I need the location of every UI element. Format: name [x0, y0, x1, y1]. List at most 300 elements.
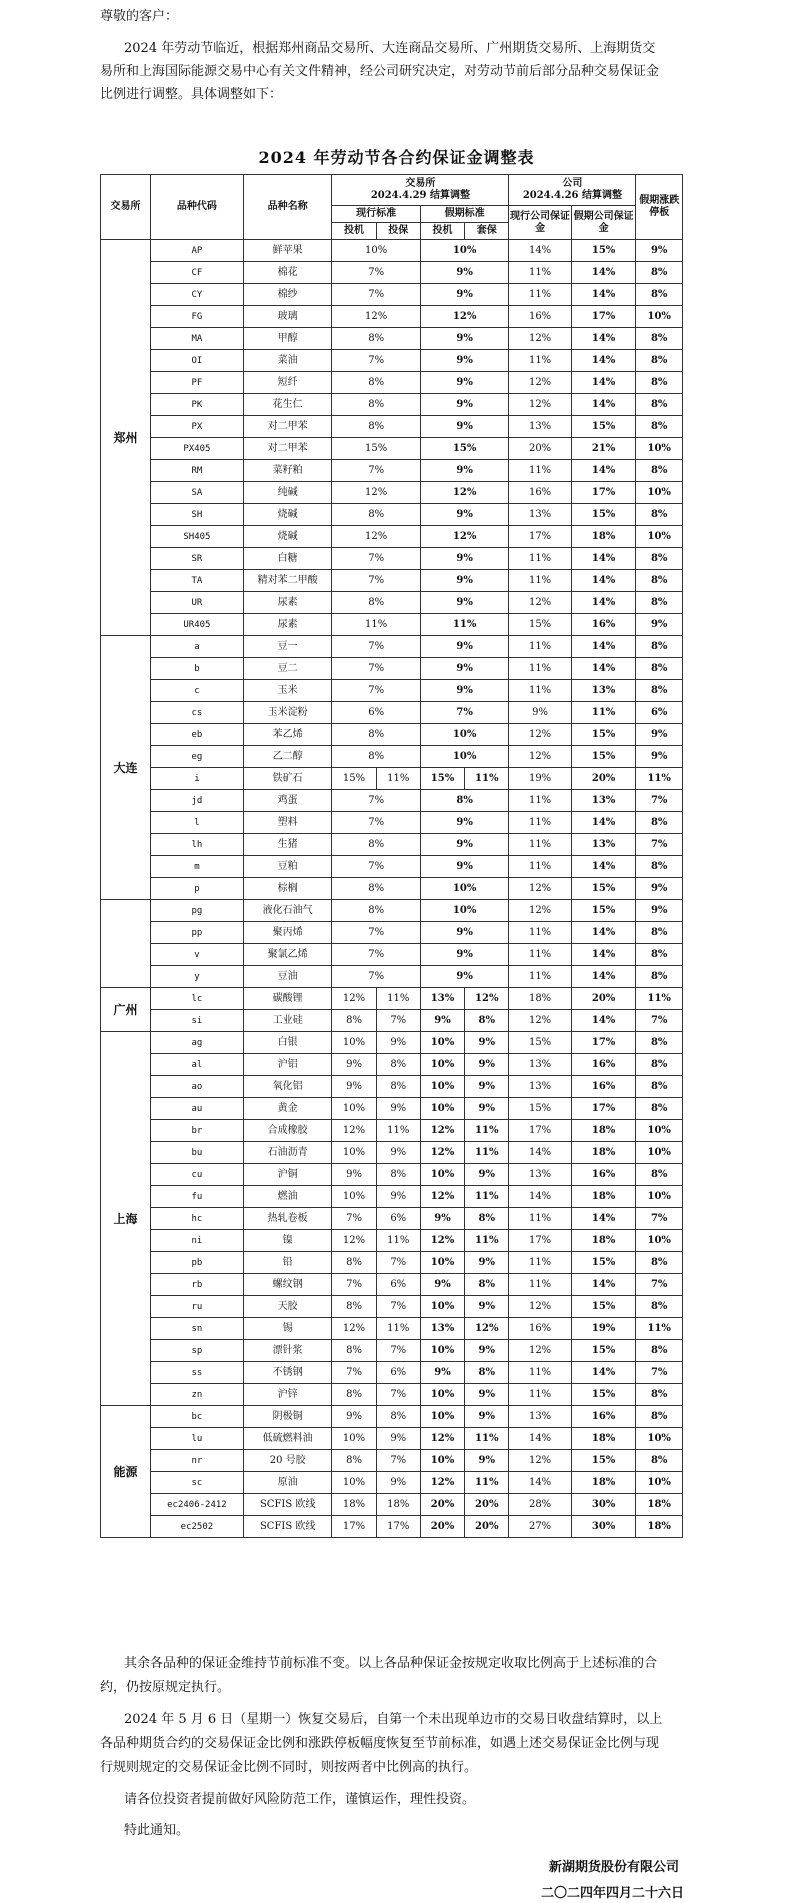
limit-cell: 18%: [636, 1516, 683, 1538]
code-cell: TA: [150, 570, 243, 592]
header-current-company: 现行公司保证金: [509, 206, 571, 240]
name-cell: 沪铜: [243, 1164, 331, 1186]
table-row: [101, 636, 683, 658]
holiday-hedge-cell: 11%: [465, 1472, 509, 1494]
exchange-cell: 广州: [101, 988, 151, 1032]
current-hedge-cell: 11%: [376, 988, 420, 1010]
code-cell: sc: [150, 1472, 243, 1494]
current-spec-cell: 7%: [332, 1274, 376, 1296]
name-cell: 白银: [243, 1032, 331, 1054]
holiday-std-cell: 9%: [420, 834, 509, 856]
table-row: [101, 1274, 683, 1296]
code-cell: PF: [150, 372, 243, 394]
current-std-cell: 7%: [332, 548, 420, 570]
code-cell: SA: [150, 482, 243, 504]
name-cell: 苯乙烯: [243, 724, 331, 746]
holiday-company-cell: 18%: [571, 1142, 636, 1164]
table-row: [101, 1208, 683, 1230]
holiday-hedge-cell: 9%: [465, 1076, 509, 1098]
table-row: [101, 1406, 683, 1428]
holiday-std-cell: 9%: [420, 636, 509, 658]
code-cell: pp: [150, 922, 243, 944]
limit-cell: 9%: [636, 878, 683, 900]
current-hedge-cell: 9%: [376, 1142, 420, 1164]
holiday-hedge-cell: 9%: [465, 1406, 509, 1428]
holiday-spec-cell: 20%: [420, 1494, 464, 1516]
current-std-cell: 8%: [332, 746, 420, 768]
current-spec-cell: 18%: [332, 1494, 376, 1516]
holiday-company-cell: 14%: [571, 592, 636, 614]
current-company-cell: 9%: [509, 702, 571, 724]
holiday-spec-cell: 10%: [420, 1340, 464, 1362]
holiday-company-cell: 14%: [571, 570, 636, 592]
limit-cell: 10%: [636, 1142, 683, 1164]
limit-cell: 7%: [636, 1208, 683, 1230]
code-cell: lh: [150, 834, 243, 856]
current-std-cell: 8%: [332, 394, 420, 416]
limit-cell: 7%: [636, 1362, 683, 1384]
name-cell: 合成橡胶: [243, 1120, 331, 1142]
holiday-company-cell: 14%: [571, 856, 636, 878]
name-cell: 豆粕: [243, 856, 331, 878]
limit-cell: 8%: [636, 372, 683, 394]
name-cell: 天胶: [243, 1296, 331, 1318]
table-row: [101, 1428, 683, 1450]
limit-cell: 10%: [636, 526, 683, 548]
code-cell: CY: [150, 284, 243, 306]
holiday-company-cell: 15%: [571, 724, 636, 746]
current-company-cell: 13%: [509, 1076, 571, 1098]
holiday-spec-cell: 10%: [420, 1076, 464, 1098]
limit-cell: 18%: [636, 1494, 683, 1516]
code-cell: si: [150, 1010, 243, 1032]
limit-cell: 10%: [636, 1230, 683, 1252]
current-company-cell: 11%: [509, 636, 571, 658]
current-company-cell: 12%: [509, 1450, 571, 1472]
current-std-cell: 7%: [332, 812, 420, 834]
table-row: [101, 724, 683, 746]
holiday-hedge-cell: 9%: [465, 1384, 509, 1406]
current-company-cell: 11%: [509, 1274, 571, 1296]
name-cell: 白糖: [243, 548, 331, 570]
name-cell: SCFIS 欧线: [243, 1516, 331, 1538]
table-row: [101, 1362, 683, 1384]
name-cell: 20 号胶: [243, 1450, 331, 1472]
current-std-cell: 7%: [332, 570, 420, 592]
limit-cell: 8%: [636, 350, 683, 372]
limit-cell: 8%: [636, 1406, 683, 1428]
current-spec-cell: 9%: [332, 1406, 376, 1428]
holiday-std-cell: 10%: [420, 240, 509, 262]
footer-line-1: 其余各品种的保证金维持节前标准不变。以上各品种保证金按规定收取比例高于上述标准的合: [124, 1656, 658, 1671]
table-row: [101, 1120, 683, 1142]
holiday-spec-cell: 9%: [420, 1208, 464, 1230]
current-company-cell: 11%: [509, 922, 571, 944]
name-cell: 聚氯乙烯: [243, 944, 331, 966]
table-row: [101, 328, 683, 350]
table-row: [101, 1318, 683, 1340]
table-row: [101, 878, 683, 900]
name-cell: 沪锌: [243, 1384, 331, 1406]
holiday-company-cell: 15%: [571, 878, 636, 900]
footer-line-6: 请各位投资者提前做好风险防范工作，谨慎运作，理性投资。: [124, 1792, 476, 1807]
table-row: [101, 988, 683, 1010]
table-row: [101, 702, 683, 724]
name-cell: 玻璃: [243, 306, 331, 328]
header-exchange: 交易所: [101, 175, 151, 240]
code-cell: cu: [150, 1164, 243, 1186]
table-row: [101, 614, 683, 636]
current-company-cell: 12%: [509, 372, 571, 394]
holiday-company-cell: 30%: [571, 1494, 636, 1516]
holiday-company-cell: 14%: [571, 1208, 636, 1230]
table-row: [101, 680, 683, 702]
holiday-std-cell: 9%: [420, 262, 509, 284]
code-cell: CF: [150, 262, 243, 284]
current-company-cell: 14%: [509, 240, 571, 262]
code-cell: fu: [150, 1186, 243, 1208]
holiday-company-cell: 15%: [571, 1340, 636, 1362]
current-company-cell: 11%: [509, 262, 571, 284]
holiday-std-cell: 12%: [420, 482, 509, 504]
current-spec-cell: 8%: [332, 1384, 376, 1406]
current-hedge-cell: 9%: [376, 1428, 420, 1450]
current-company-cell: 13%: [509, 1406, 571, 1428]
current-std-cell: 8%: [332, 416, 420, 438]
current-spec-cell: 10%: [332, 1428, 376, 1450]
name-cell: 石油沥青: [243, 1142, 331, 1164]
code-cell: ss: [150, 1362, 243, 1384]
current-company-cell: 13%: [509, 1054, 571, 1076]
current-company-cell: 18%: [509, 988, 571, 1010]
current-hedge-cell: 18%: [376, 1494, 420, 1516]
holiday-company-cell: 14%: [571, 944, 636, 966]
holiday-spec-cell: 10%: [420, 1450, 464, 1472]
limit-cell: 6%: [636, 702, 683, 724]
current-company-cell: 11%: [509, 350, 571, 372]
current-company-cell: 12%: [509, 900, 571, 922]
holiday-company-cell: 14%: [571, 922, 636, 944]
holiday-company-cell: 20%: [571, 988, 636, 1010]
limit-cell: 10%: [636, 306, 683, 328]
current-std-cell: 8%: [332, 724, 420, 746]
table-row: [101, 1450, 683, 1472]
holiday-company-cell: 11%: [571, 702, 636, 724]
holiday-hedge-cell: 11%: [465, 1230, 509, 1252]
exchange-cell: 上海: [101, 1032, 151, 1406]
current-company-cell: 11%: [509, 812, 571, 834]
holiday-spec-cell: 13%: [420, 988, 464, 1010]
limit-cell: 8%: [636, 1252, 683, 1274]
current-std-cell: 8%: [332, 372, 420, 394]
name-cell: 烧碱: [243, 526, 331, 548]
name-cell: 低硫燃料油: [243, 1428, 331, 1450]
holiday-hedge-cell: 9%: [465, 1054, 509, 1076]
code-cell: al: [150, 1054, 243, 1076]
holiday-company-cell: 14%: [571, 328, 636, 350]
code-cell: jd: [150, 790, 243, 812]
header-company-date: 2024.4.26 结算调整: [522, 190, 622, 201]
holiday-company-cell: 18%: [571, 1186, 636, 1208]
holiday-company-cell: 14%: [571, 658, 636, 680]
table-row: [101, 1384, 683, 1406]
holiday-spec-cell: 10%: [420, 1054, 464, 1076]
limit-cell: 10%: [636, 1472, 683, 1494]
code-cell: y: [150, 966, 243, 988]
name-cell: 烧碱: [243, 504, 331, 526]
header-name: 品种名称: [243, 175, 331, 240]
limit-cell: 10%: [636, 1186, 683, 1208]
name-cell: 棉纱: [243, 284, 331, 306]
holiday-company-cell: 14%: [571, 548, 636, 570]
name-cell: SCFIS 欧线: [243, 1494, 331, 1516]
current-spec-cell: 15%: [332, 768, 376, 790]
code-cell: p: [150, 878, 243, 900]
holiday-std-cell: 15%: [420, 438, 509, 460]
name-cell: 工业硅: [243, 1010, 331, 1032]
holiday-hedge-cell: 9%: [465, 1296, 509, 1318]
holiday-std-cell: 10%: [420, 878, 509, 900]
current-company-cell: 16%: [509, 306, 571, 328]
table-row: [101, 1516, 683, 1538]
holiday-std-cell: 9%: [420, 944, 509, 966]
holiday-company-cell: 13%: [571, 680, 636, 702]
code-cell: sn: [150, 1318, 243, 1340]
current-company-cell: 16%: [509, 1318, 571, 1340]
current-hedge-cell: 6%: [376, 1362, 420, 1384]
current-std-cell: 7%: [332, 944, 420, 966]
holiday-spec-cell: 10%: [420, 1406, 464, 1428]
table-row: [101, 284, 683, 306]
table-row: [101, 1098, 683, 1120]
holiday-company-cell: 21%: [571, 438, 636, 460]
holiday-hedge-cell: 20%: [465, 1494, 509, 1516]
current-hedge-cell: 8%: [376, 1406, 420, 1428]
table-row: [101, 768, 683, 790]
current-std-cell: 7%: [332, 966, 420, 988]
limit-cell: 8%: [636, 284, 683, 306]
current-spec-cell: 12%: [332, 988, 376, 1010]
holiday-hedge-cell: 8%: [465, 1362, 509, 1384]
limit-cell: 8%: [636, 1340, 683, 1362]
current-hedge-cell: 11%: [376, 768, 420, 790]
exchange-cell: 大连: [101, 636, 151, 900]
holiday-spec-cell: 12%: [420, 1230, 464, 1252]
current-spec-cell: 9%: [332, 1054, 376, 1076]
current-company-cell: 15%: [509, 614, 571, 636]
current-spec-cell: 10%: [332, 1032, 376, 1054]
holiday-spec-cell: 12%: [420, 1186, 464, 1208]
holiday-company-cell: 15%: [571, 1296, 636, 1318]
table-row: [101, 570, 683, 592]
exchange-cell: 能源: [101, 1406, 151, 1538]
holiday-std-cell: 10%: [420, 724, 509, 746]
table-row: [101, 1296, 683, 1318]
limit-cell: 10%: [636, 438, 683, 460]
current-company-cell: 11%: [509, 834, 571, 856]
current-hedge-cell: 6%: [376, 1274, 420, 1296]
name-cell: 螺纹钢: [243, 1274, 331, 1296]
current-hedge-cell: 11%: [376, 1318, 420, 1340]
limit-cell: 8%: [636, 328, 683, 350]
holiday-hedge-cell: 12%: [465, 1318, 509, 1340]
header-holiday-company: 假期公司保证金: [571, 206, 636, 240]
holiday-company-cell: 15%: [571, 240, 636, 262]
holiday-spec-cell: 12%: [420, 1472, 464, 1494]
code-cell: UR405: [150, 614, 243, 636]
table-row: [101, 658, 683, 680]
current-std-cell: 11%: [332, 614, 420, 636]
holiday-company-cell: 18%: [571, 1120, 636, 1142]
current-std-cell: 8%: [332, 900, 420, 922]
table-row: [101, 306, 683, 328]
holiday-spec-cell: 10%: [420, 1252, 464, 1274]
holiday-company-cell: 14%: [571, 966, 636, 988]
current-spec-cell: 8%: [332, 1010, 376, 1032]
current-company-cell: 11%: [509, 548, 571, 570]
holiday-company-cell: 15%: [571, 900, 636, 922]
holiday-std-cell: 12%: [420, 306, 509, 328]
current-std-cell: 8%: [332, 328, 420, 350]
code-cell: lu: [150, 1428, 243, 1450]
code-cell: lc: [150, 988, 243, 1010]
header-exchange-group: [332, 175, 509, 206]
holiday-company-cell: 15%: [571, 416, 636, 438]
current-spec-cell: 8%: [332, 1296, 376, 1318]
holiday-spec-cell: 12%: [420, 1120, 464, 1142]
name-cell: 镍: [243, 1230, 331, 1252]
code-cell: OI: [150, 350, 243, 372]
current-std-cell: 7%: [332, 350, 420, 372]
code-cell: v: [150, 944, 243, 966]
current-spec-cell: 12%: [332, 1318, 376, 1340]
holiday-std-cell: 9%: [420, 394, 509, 416]
table-row: [101, 416, 683, 438]
name-cell: 精对苯二甲酸: [243, 570, 331, 592]
name-cell: 玉米淀粉: [243, 702, 331, 724]
limit-cell: 8%: [636, 856, 683, 878]
table-row: [101, 900, 683, 922]
holiday-company-cell: 15%: [571, 1384, 636, 1406]
holiday-hedge-cell: 11%: [465, 1186, 509, 1208]
table-row: [101, 1142, 683, 1164]
current-std-cell: 12%: [332, 526, 420, 548]
holiday-hedge-cell: 11%: [465, 1120, 509, 1142]
footer-line-3: 2024 年 5 月 6 日（星期一）恢复交易后，自第一个未出现单边市的交易日收盘结算时，以上: [124, 1712, 663, 1727]
name-cell: 棕榈: [243, 878, 331, 900]
current-hedge-cell: 8%: [376, 1164, 420, 1186]
name-cell: 玉米: [243, 680, 331, 702]
current-company-cell: 27%: [509, 1516, 571, 1538]
current-std-cell: 7%: [332, 856, 420, 878]
current-company-cell: 14%: [509, 1142, 571, 1164]
holiday-company-cell: 14%: [571, 372, 636, 394]
current-company-cell: 12%: [509, 592, 571, 614]
current-hedge-cell: 7%: [376, 1450, 420, 1472]
current-hedge-cell: 7%: [376, 1252, 420, 1274]
current-spec-cell: 10%: [332, 1186, 376, 1208]
limit-cell: 9%: [636, 746, 683, 768]
table-row: [101, 922, 683, 944]
current-company-cell: 12%: [509, 724, 571, 746]
current-spec-cell: 9%: [332, 1076, 376, 1098]
code-cell: FG: [150, 306, 243, 328]
date-line: 二〇二四年四月二十六日: [541, 1886, 685, 1901]
table-row: [101, 592, 683, 614]
name-cell: 豆一: [243, 636, 331, 658]
table-row: [101, 812, 683, 834]
holiday-std-cell: 7%: [420, 702, 509, 724]
current-hedge-cell: 17%: [376, 1516, 420, 1538]
limit-cell: 11%: [636, 1318, 683, 1340]
limit-cell: 7%: [636, 1010, 683, 1032]
holiday-hedge-cell: 9%: [465, 1098, 509, 1120]
holiday-std-cell: 9%: [420, 328, 509, 350]
code-cell: bc: [150, 1406, 243, 1428]
current-std-cell: 7%: [332, 636, 420, 658]
holiday-std-cell: 9%: [420, 680, 509, 702]
current-hedge-cell: 9%: [376, 1098, 420, 1120]
name-cell: 棉花: [243, 262, 331, 284]
intro-line-3: 比例进行调整。具体调整如下：: [100, 87, 283, 102]
limit-cell: 8%: [636, 1098, 683, 1120]
current-hedge-cell: 9%: [376, 1472, 420, 1494]
footer-line-5: 行规则规定的交易保证金比例不同时，则按两者中比例高的执行。: [100, 1760, 478, 1775]
holiday-std-cell: 9%: [420, 504, 509, 526]
header-hedge-holiday: 套保: [465, 223, 509, 240]
code-cell: RM: [150, 460, 243, 482]
limit-cell: 7%: [636, 790, 683, 812]
code-cell: zn: [150, 1384, 243, 1406]
current-company-cell: 20%: [509, 438, 571, 460]
limit-cell: 8%: [636, 394, 683, 416]
holiday-company-cell: 14%: [571, 1362, 636, 1384]
name-cell: 沪铝: [243, 1054, 331, 1076]
current-spec-cell: 7%: [332, 1362, 376, 1384]
code-cell: ag: [150, 1032, 243, 1054]
name-cell: 碳酸锂: [243, 988, 331, 1010]
holiday-company-cell: 14%: [571, 636, 636, 658]
header-spec: 投机: [332, 223, 376, 240]
limit-cell: 8%: [636, 636, 683, 658]
holiday-company-cell: 16%: [571, 1406, 636, 1428]
current-spec-cell: 12%: [332, 1230, 376, 1252]
holiday-spec-cell: 10%: [420, 1098, 464, 1120]
header-hedge: 投保: [376, 223, 420, 240]
table-row: [101, 790, 683, 812]
current-spec-cell: 8%: [332, 1340, 376, 1362]
holiday-company-cell: 15%: [571, 1252, 636, 1274]
holiday-hedge-cell: 12%: [465, 988, 509, 1010]
intro-line-2: 易所和上海国际能源交易中心有关文件精神，经公司研究决定，对劳动节前后部分品种交易保证金: [100, 64, 660, 79]
exchange-cell: [101, 900, 151, 988]
limit-cell: 11%: [636, 988, 683, 1010]
current-company-cell: 13%: [509, 1164, 571, 1186]
code-cell: rb: [150, 1274, 243, 1296]
current-company-cell: 16%: [509, 482, 571, 504]
code-cell: PX405: [150, 438, 243, 460]
holiday-std-cell: 9%: [420, 372, 509, 394]
table-row: [101, 1230, 683, 1252]
current-company-cell: 12%: [509, 1340, 571, 1362]
current-std-cell: 12%: [332, 306, 420, 328]
current-hedge-cell: 7%: [376, 1384, 420, 1406]
code-cell: b: [150, 658, 243, 680]
name-cell: 对二甲苯: [243, 416, 331, 438]
holiday-std-cell: 9%: [420, 922, 509, 944]
name-cell: 阴极铜: [243, 1406, 331, 1428]
code-cell: pg: [150, 900, 243, 922]
